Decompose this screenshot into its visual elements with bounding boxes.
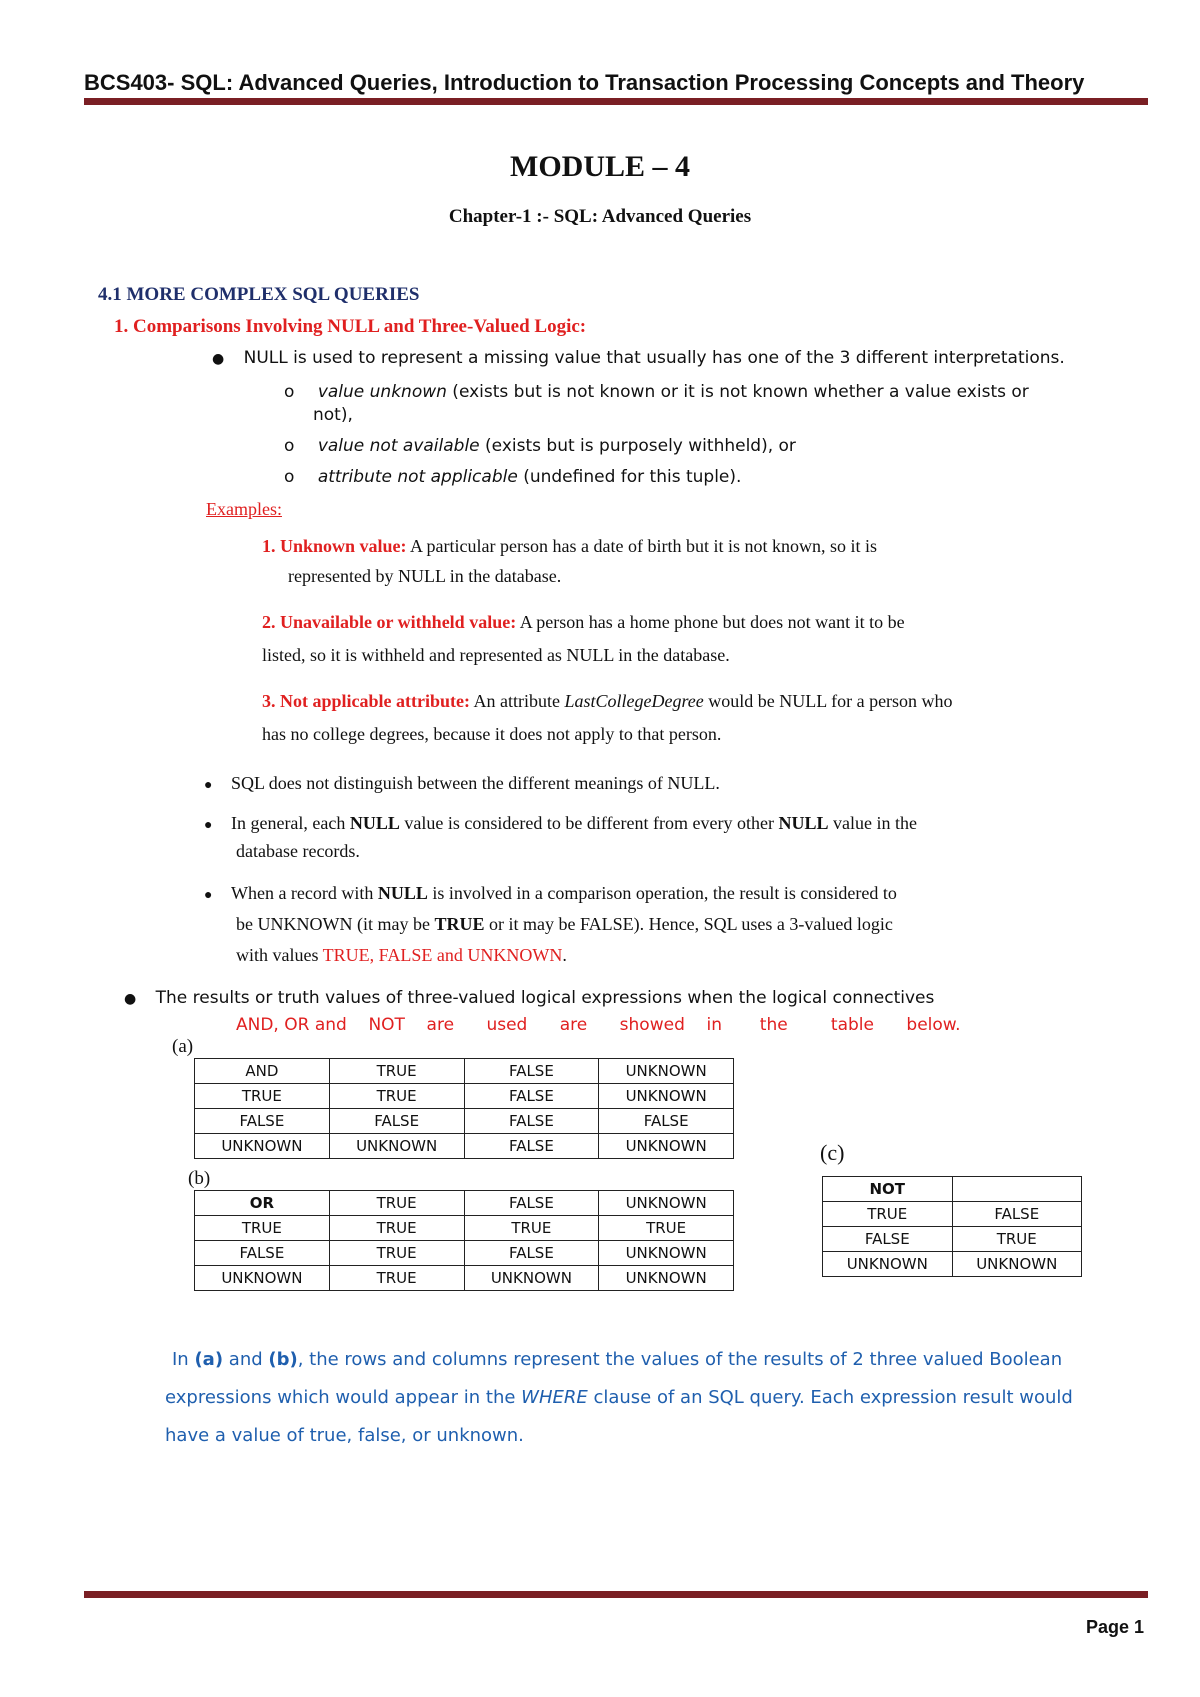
table-cell: TRUE [195,1084,330,1109]
table-cell: TRUE [329,1191,464,1216]
null-keyword: NULL [778,813,829,833]
table-cell: TRUE [823,1202,953,1227]
example-label: 3. Not applicable attribute: [262,691,470,711]
table-cell: TRUE [329,1266,464,1291]
table-cell: FALSE [599,1109,734,1134]
section-heading: 4.1 MORE COMPLEX SQL QUERIES [98,284,420,305]
explanation-line-1 [172,1348,1112,1372]
table-row [195,1134,734,1159]
interpretation-desc: (exists but is purposely withheld), or [479,436,796,456]
table-row [823,1252,1082,1277]
example-text: A particular person has a date of birth but it is not known, so it is [406,536,877,556]
null-keyword: NULL [349,813,400,833]
table-row [823,1177,1082,1202]
null-keyword: NULL [243,348,288,368]
example-term: LastCollegeDegree [564,691,704,711]
bullet-item-2-cont: database records. [236,841,360,861]
explanation-line-3: have a value of true, false, or unknown. [165,1425,524,1446]
table-cell: FALSE [329,1109,464,1134]
example-1 [262,536,1102,557]
table-cell: AND [195,1059,330,1084]
table-cell: FALSE [464,1109,599,1134]
example-3 [262,691,1122,712]
header-rule [84,98,1148,105]
interpretation-term: value not available [317,436,480,456]
table-cell: NOT [823,1177,953,1202]
explanation-text: In [172,1349,195,1370]
explanation-text: clause of an SQL query. Each expression result would [587,1387,1073,1408]
table-row [195,1266,734,1291]
table-b-label: (b) [188,1168,211,1189]
bullet-icon: ● [204,818,213,833]
bullet-icon: ● [204,888,213,903]
bullet-icon: ● [212,351,225,367]
bullet-text: value is considered to be different from every other [399,813,779,833]
results-intro [124,986,934,1011]
explanation-ref: (b) [268,1349,298,1370]
table-cell: TRUE [195,1216,330,1241]
bullet-text: value in the [828,813,917,833]
table-cell: TRUE [599,1216,734,1241]
interpretation-2 [284,434,796,458]
bullet-text: is involved in a comparison operation, the result is considered to [427,883,897,903]
logic-values: TRUE, FALSE and UNKNOWN [322,945,563,965]
table-cell: FALSE [195,1109,330,1134]
table-cell: FALSE [464,1191,599,1216]
bullet-text: or it may be FALSE). Hence, SQL uses a 3-valued logic [484,914,893,934]
bullet-text: SQL does not distinguish between the different meanings of NULL. [230,773,720,793]
table-cell: UNKNOWN [195,1134,330,1159]
interpretation-1-cont: not), [313,405,353,425]
table-row [195,1241,734,1266]
table-row [823,1202,1082,1227]
circle-bullet-icon: o [284,382,295,402]
table-cell: FALSE [464,1059,599,1084]
bullet-text: In general, each [230,813,350,833]
table-cell: FALSE [464,1241,599,1266]
table-row [195,1084,734,1109]
results-intro-cont: AND, OR and NOT are used are showed in the table below. [236,1015,961,1035]
example-2 [262,612,1102,633]
example-label: 2. Unavailable or withheld value: [262,612,517,632]
example-text: An attribute [469,691,565,711]
table-cell: UNKNOWN [952,1252,1082,1277]
bullet-item-3-cont [236,914,893,935]
page-header-title: BCS403- SQL: Advanced Queries, Introduction to Transaction Processing Concepts and Theory [84,70,1085,95]
table-cell: UNKNOWN [599,1241,734,1266]
bullet-item-2 [204,813,917,834]
true-keyword: TRUE [434,914,485,934]
footer-rule [84,1591,1148,1598]
interpretation-3 [284,465,741,489]
table-cell: UNKNOWN [599,1134,734,1159]
table-cell: UNKNOWN [329,1134,464,1159]
example-3-cont: has no college degrees, because it does not apply to that person. [262,724,722,744]
chapter-title: Chapter-1 :- SQL: Advanced Queries [448,206,752,227]
table-cell: UNKNOWN [599,1266,734,1291]
table-cell: UNKNOWN [195,1266,330,1291]
subsection-heading: 1. Comparisons Involving NULL and Three-Valued Logic: [114,316,587,337]
table-row [195,1109,734,1134]
examples-label: Examples: [206,499,282,519]
table-a-label: (a) [172,1036,194,1057]
interpretation-desc: (undefined for this tuple). [517,467,742,487]
interpretation-term: attribute not applicable [317,467,518,487]
table-row [195,1059,734,1084]
circle-bullet-icon: o [284,467,295,487]
table-cell: TRUE [329,1216,464,1241]
table-row [823,1227,1082,1252]
module-title: MODULE – 4 [510,150,690,183]
table-cell: FALSE [952,1202,1082,1227]
not-truth-table [822,1176,1082,1277]
example-1-cont: represented by NULL in the database. [288,566,562,586]
table-cell: FALSE [195,1241,330,1266]
table-cell: UNKNOWN [599,1059,734,1084]
table-cell: UNKNOWN [599,1191,734,1216]
where-keyword: WHERE [521,1387,588,1408]
table-row [195,1191,734,1216]
bullet-text: . [562,945,567,965]
explanation-ref: (a) [194,1349,224,1370]
table-cell: FALSE [823,1227,953,1252]
explanation-text: and [223,1349,269,1370]
bullet-text: with values [236,945,323,965]
table-cell: UNKNOWN [464,1266,599,1291]
table-cell: FALSE [464,1134,599,1159]
table-cell: UNKNOWN [599,1084,734,1109]
bullet-item-1 [204,773,720,794]
results-intro-text: The results or truth values of three-valued logical expressions when the logical connectives [155,988,935,1008]
explanation-text: , the rows and columns represent the values of the results of 2 three valued Boolean [297,1349,1063,1370]
null-intro-text: is used to represent a missing value that usually has one of the 3 different interpretations. [287,348,1065,368]
example-2-cont: listed, so it is withheld and represented as NULL in the database. [262,645,730,665]
page-number: Page 1 [1085,1617,1144,1637]
null-keyword: NULL [377,883,428,903]
bullet-text: be UNKNOWN (it may be [236,914,435,934]
null-intro [212,346,1065,371]
table-cell: TRUE [952,1227,1082,1252]
interpretation-term: value unknown [317,382,447,402]
interpretation-desc: (exists but is not known or it is not known whether a value exists or [446,382,1029,402]
table-row [195,1216,734,1241]
table-cell: TRUE [329,1084,464,1109]
interpretation-1 [284,380,1104,404]
table-cell: FALSE [464,1084,599,1109]
explanation-line-2 [165,1386,1115,1410]
and-truth-table [194,1058,734,1159]
bullet-icon: ● [204,778,213,793]
table-cell: TRUE [329,1241,464,1266]
bullet-text: When a record with [230,883,378,903]
bullet-item-3-cont2 [236,945,567,966]
table-cell: OR [195,1191,330,1216]
example-text: would be NULL for a person who [703,691,953,711]
example-text: A person has a home phone but does not want it to be [516,612,905,632]
bullet-item-3 [204,883,897,904]
example-label: 1. Unknown value: [262,536,407,556]
bullet-icon: ● [124,991,137,1007]
table-cell: TRUE [329,1059,464,1084]
explanation-text: expressions which would appear in the [165,1387,522,1408]
table-c-label: (c) [820,1140,845,1165]
table-cell: TRUE [464,1216,599,1241]
or-truth-table [194,1190,734,1291]
table-cell [952,1177,1082,1202]
table-cell: UNKNOWN [823,1252,953,1277]
circle-bullet-icon: o [284,436,295,456]
